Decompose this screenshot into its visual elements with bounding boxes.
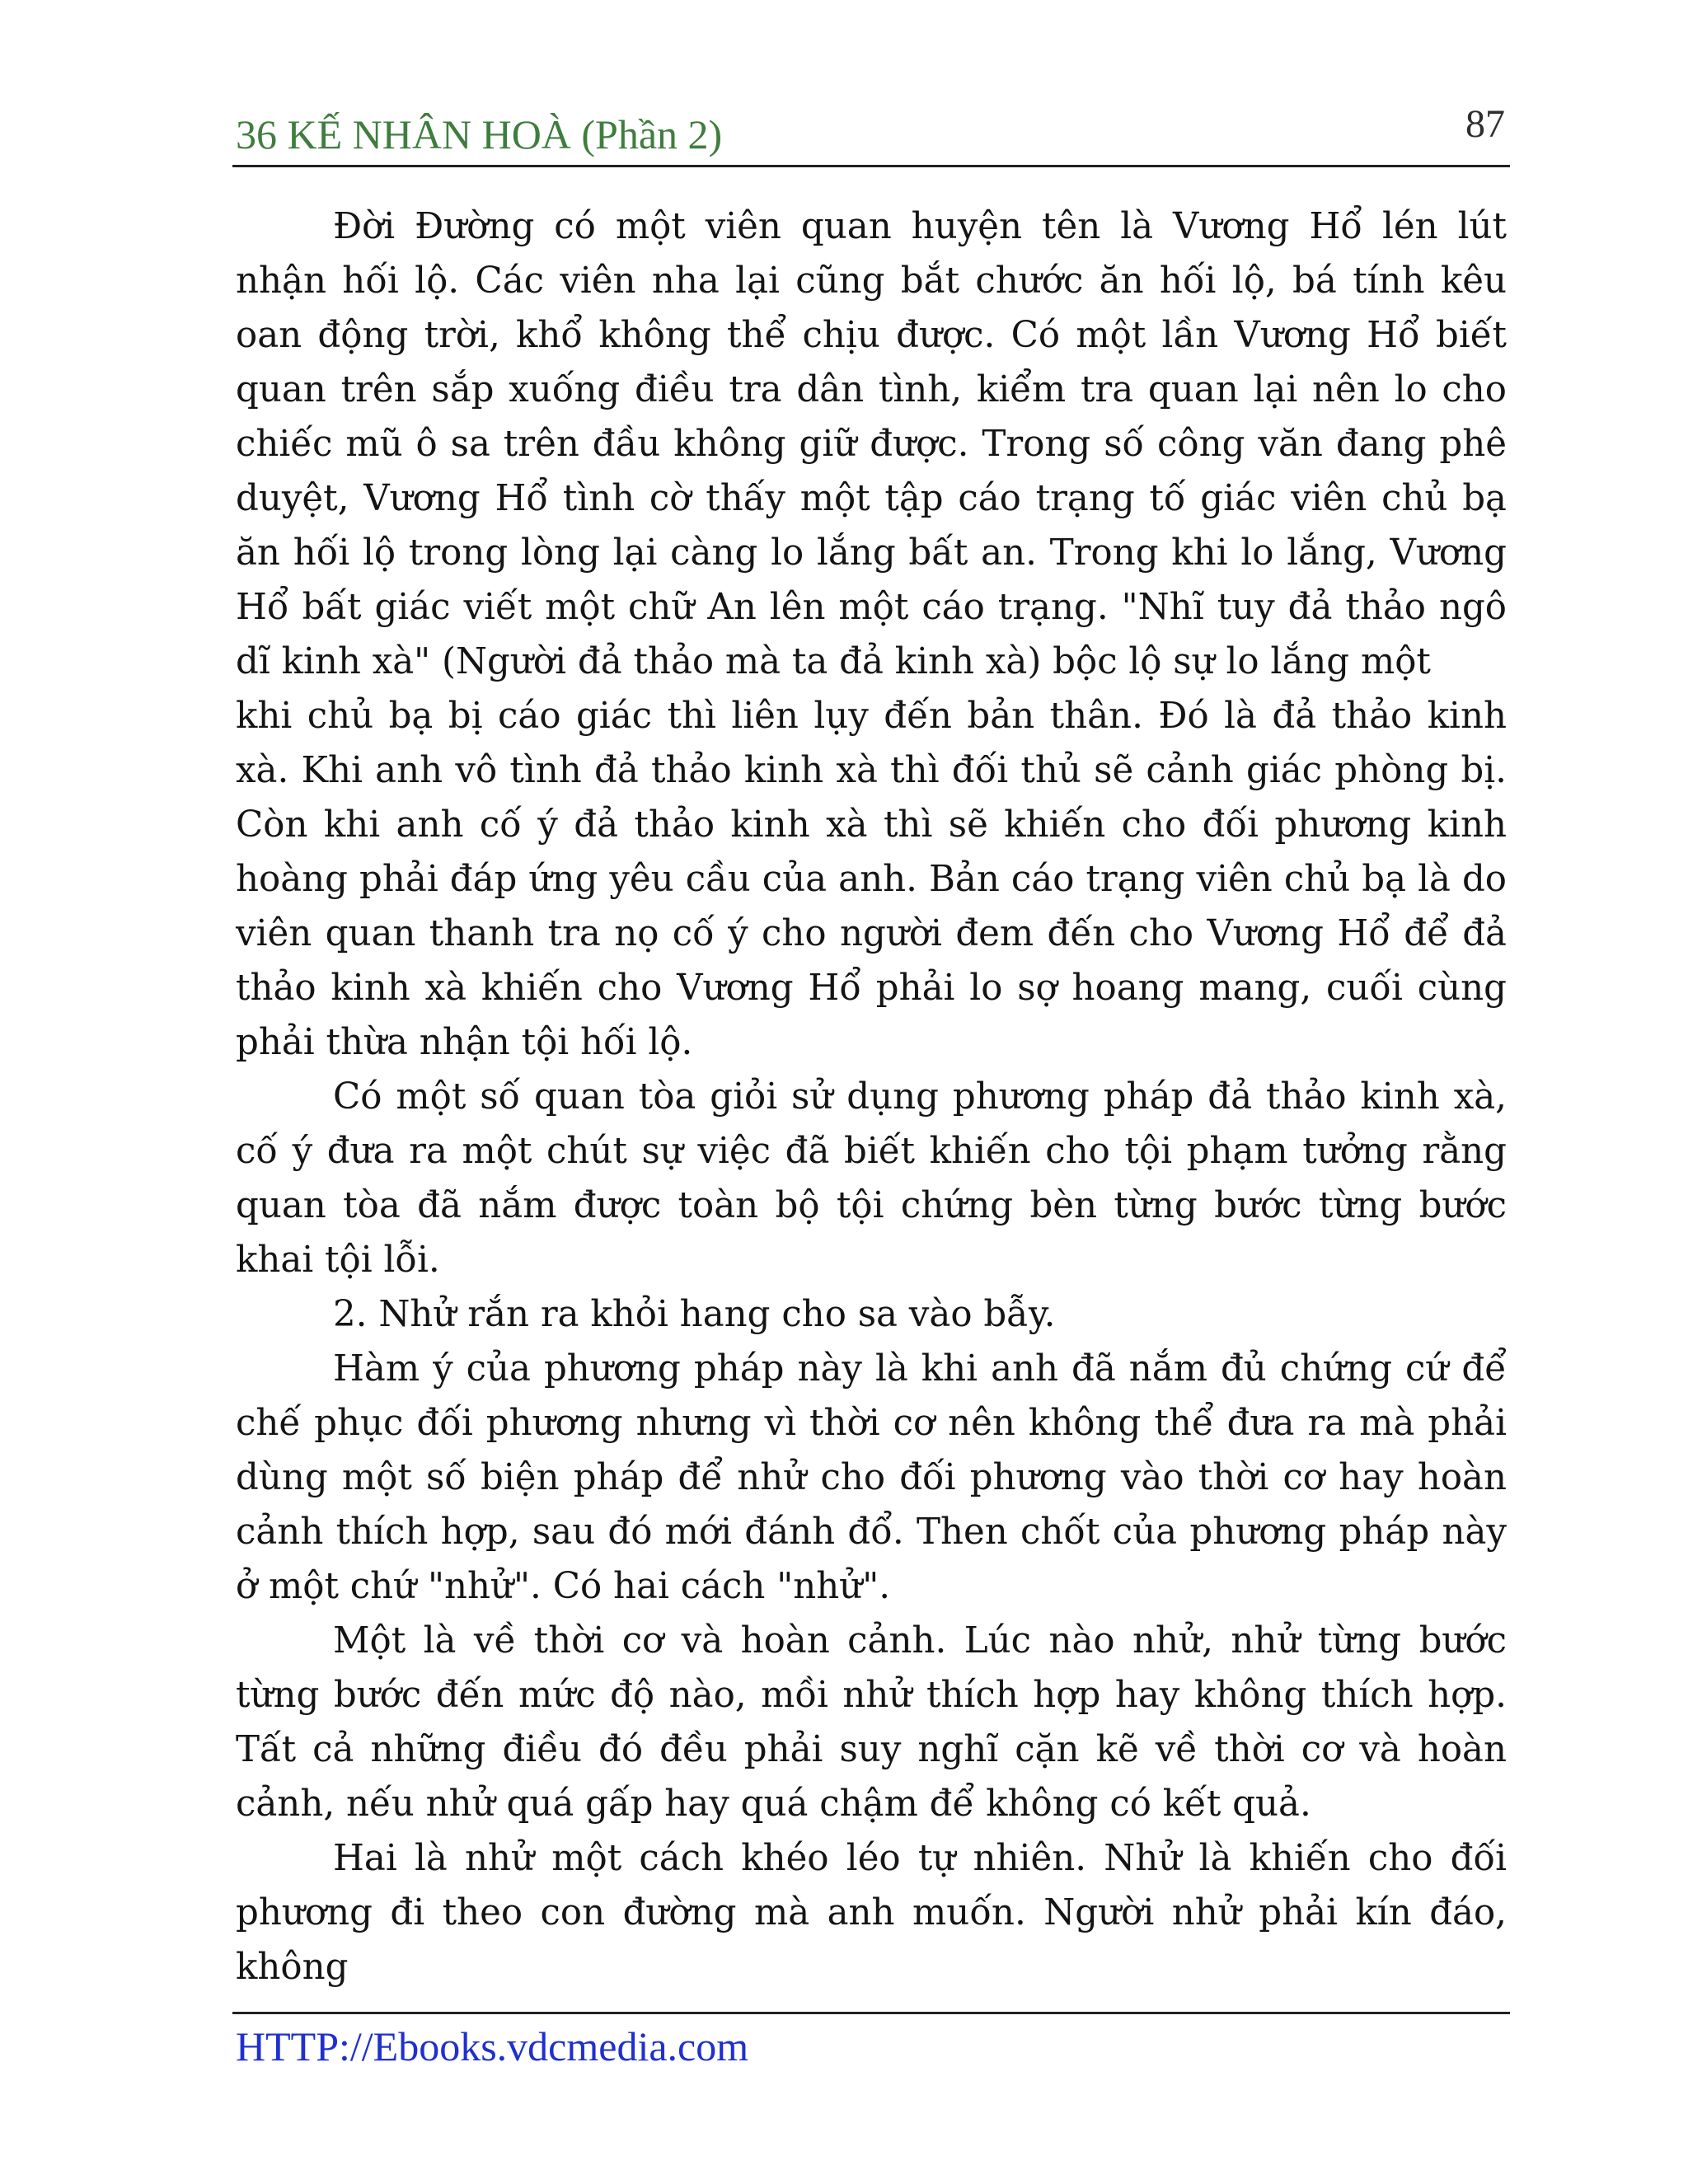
body-text (236, 199, 1507, 1994)
paragraph-7: Hai là nhử một cách khéo léo tự nhiên. Nhử là khiến cho đối phương đi theo con đường mà anh muốn. Người nhử phải kín đáo, không (236, 1838, 1507, 1988)
paragraph-5: Hàm ý của phương pháp này là khi anh đã nắm đủ chứng cứ để chế phục đối phương nhưng vì thời cơ nên không thể đưa ra mà phải dùng một số biện pháp để nhử cho đối phương vào thời cơ hay hoàn cảnh thích hợp, sau đó mới đánh đổ. Then chốt của phương pháp này ở một chứ "nhử". Có hai cách "nhử". (236, 1348, 1507, 1607)
paragraph-3: Có một số quan tòa giỏi sử dụng phương pháp đả thảo kinh xà, cố ý đưa ra một chút sự việc đã biết khiến cho tội phạm tưởng rằng quan tòa đã nắm được toàn bộ tội chứng bèn từng bước từng bước khai tội lỗi. (236, 1076, 1507, 1281)
paragraph-6: Một là về thời cơ và hoàn cảnh. Lúc nào nhử, nhử từng bước từng bước đến mức độ nào, mồi nhử thích hợp hay không thích hợp. Tất cả những điều đó đều phải suy nghĩ cặn kẽ về thời cơ và hoàn cảnh, nếu nhử quá gấp hay quá chậm để không có kết quả. (236, 1620, 1507, 1825)
footer-link[interactable]: HTTP://Ebooks.vdcmedia.com (236, 2023, 749, 2069)
header-title: 36 KẾ NHÂN HOÀ (Phần 2) (236, 111, 723, 157)
paragraph-1: Đời Đường có một viên quan huyện tên là Vương Hổ lén lút nhận hối lộ. Các viên nha lại cũng bắt chước ăn hối lộ, bá tính kêu oan động trời, khổ không thể chịu được. Có một lần Vương Hổ biết quan trên sắp xuống điều tra dân tình, kiểm tra quan lại nên lo cho chiếc mũ ô sa trên đầu không giữ được. Trong số công văn đang phê duyệt, Vương Hổ tình cờ thấy một tập cáo trạng tố giác viên chủ bạ ăn hối lộ trong lòng lại càng lo lắng bất an. Trong khi lo lắng, Vương Hổ bất giác viết một chữ An lên một cáo trạng. "Nhĩ tuy đả thảo ngô dĩ kinh xà" (Người đả thảo mà ta đả kinh xà) bộc lộ sự lo lắng một (236, 206, 1507, 682)
page-number: 87 (1465, 102, 1505, 146)
page-footer (232, 2012, 1510, 2069)
paragraph-4-heading: 2. Nhử rắn ra khỏi hang cho sa vào bẫy. (333, 1294, 1056, 1335)
paragraph-2: khi chủ bạ bị cáo giác thì liên lụy đến bản thân. Đó là đả thảo kinh xà. Khi anh vô tình đả thảo kinh xà thì đối thủ sẽ cảnh giác phòng bị. Còn khi anh cố ý đả thảo kinh xà thì sẽ khiến cho đối phương kinh hoàng phải đáp ứng yêu cầu của anh. Bản cáo trạng viên chủ bạ là do viên quan thanh tra nọ cố ý cho người đem đến cho Vương Hổ để đả thảo kinh xà khiến cho Vương Hổ phải lo sợ hoang mang, cuối cùng phải thừa nhận tội hối lộ. (236, 696, 1507, 1063)
page-header (232, 99, 1510, 167)
